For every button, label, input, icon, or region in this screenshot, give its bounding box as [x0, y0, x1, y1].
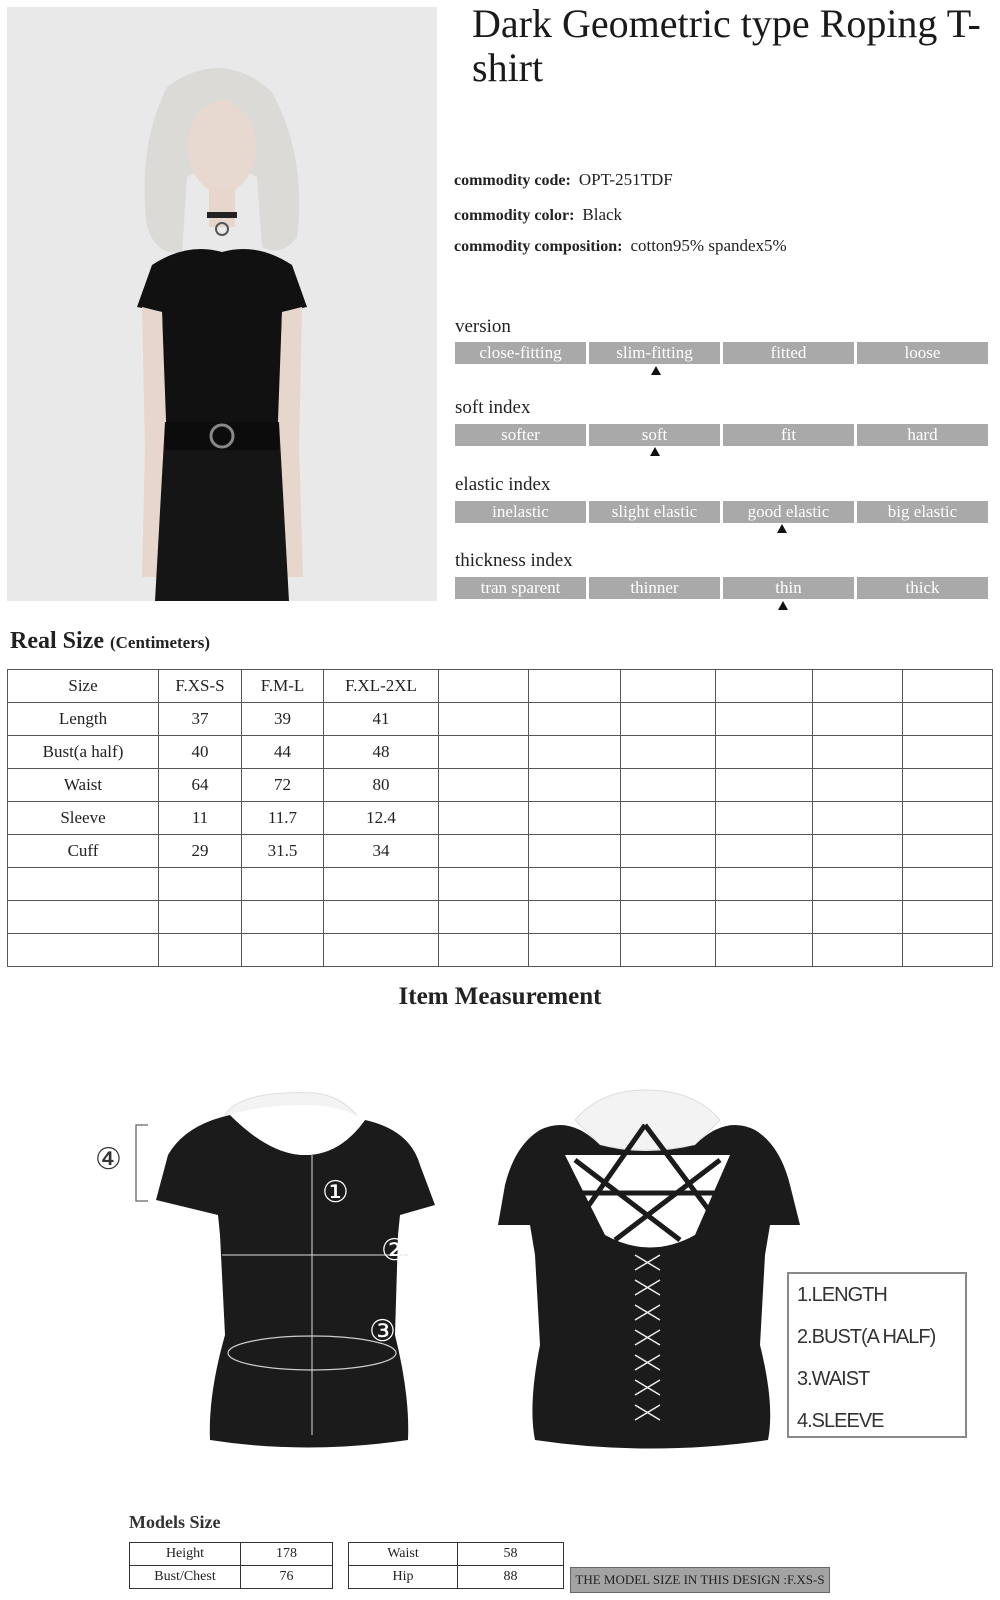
hip-value: 88	[458, 1566, 564, 1589]
table-cell: Cuff	[8, 835, 159, 868]
version-option: close-fitting	[455, 342, 586, 364]
thickness-index-option: tran sparent	[455, 577, 586, 599]
front-tshirt-diagram	[90, 1085, 440, 1455]
table-cell: 80	[324, 769, 439, 802]
commodity-code	[454, 170, 673, 190]
commodity-code-label: commodity code:	[454, 172, 571, 189]
table-cell	[621, 670, 716, 703]
legend-item: 1.LENGTH	[797, 1284, 887, 1306]
elastic-index-option: slight elastic	[589, 501, 720, 523]
bust-value: 76	[241, 1566, 333, 1589]
table-cell: F.M-L	[242, 670, 324, 703]
table-cell	[529, 670, 621, 703]
table-cell: 34	[324, 835, 439, 868]
back-tshirt-diagram	[480, 1085, 810, 1455]
bust-label: Bust/Chest	[130, 1566, 241, 1589]
product-title: Dark Geometric type Roping T-shirt	[472, 1, 981, 90]
models-size-title: Models Size	[129, 1512, 221, 1532]
table-row-empty	[8, 868, 993, 901]
table-cell: Size	[8, 670, 159, 703]
soft-index-option: soft	[589, 424, 720, 446]
table-cell: 64	[159, 769, 242, 802]
version-option: fitted	[723, 342, 854, 364]
table-cell	[439, 670, 529, 703]
table-cell	[903, 670, 993, 703]
marker-length-icon: ①	[322, 1176, 349, 1209]
table-cell: 11.7	[242, 802, 324, 835]
elastic-index-label: elastic index	[455, 474, 551, 495]
table-row	[8, 769, 993, 802]
commodity-composition-value: cotton95% spandex5%	[630, 236, 787, 255]
table-cell: 37	[159, 703, 242, 736]
thickness-index-scale	[455, 577, 988, 599]
table-cell: 12.4	[324, 802, 439, 835]
table-cell: 11	[159, 802, 242, 835]
height-value: 178	[241, 1543, 333, 1566]
table-cell: Waist	[8, 769, 159, 802]
version-option: loose	[857, 342, 988, 364]
table-cell	[813, 670, 903, 703]
marker-sleeve-icon: ④	[95, 1143, 122, 1176]
real-size-title	[10, 628, 210, 655]
thickness-index-label: thickness index	[455, 550, 573, 571]
commodity-color	[454, 205, 622, 225]
table-header-row	[8, 670, 993, 703]
legend-item: 4.SLEEVE	[797, 1410, 884, 1432]
hip-label: Hip	[349, 1566, 458, 1589]
table-cell: Bust(a half)	[8, 736, 159, 769]
table-cell: F.XL-2XL	[324, 670, 439, 703]
legend-item: 2.BUST(A HALF)	[797, 1326, 936, 1348]
elastic-index-scale	[455, 501, 988, 523]
commodity-code-value: OPT-251TDF	[578, 170, 673, 189]
soft-index-marker-icon	[650, 447, 660, 456]
table-row	[8, 835, 993, 868]
real-size-heading: Real Size	[10, 628, 104, 654]
measurement-legend	[787, 1272, 967, 1438]
elastic-index-option: good elastic	[723, 501, 854, 523]
soft-index-option: hard	[857, 424, 988, 446]
table-cell: Sleeve	[8, 802, 159, 835]
elastic-index-option: inelastic	[455, 501, 586, 523]
thickness-index-marker-icon	[778, 601, 788, 610]
commodity-color-label: commodity color:	[454, 207, 575, 224]
version-option: slim-fitting	[589, 342, 720, 364]
models-size-table-right	[348, 1542, 564, 1589]
table-row	[8, 703, 993, 736]
version-label: version	[455, 316, 511, 337]
table-cell: 39	[242, 703, 324, 736]
table-row	[8, 802, 993, 835]
commodity-composition	[454, 236, 787, 256]
table-cell: Length	[8, 703, 159, 736]
item-measurement-title: Item Measurement	[398, 983, 602, 1010]
thickness-index-option: thinner	[589, 577, 720, 599]
thickness-index-option: thin	[723, 577, 854, 599]
model-size-note: THE MODEL SIZE IN THIS DESIGN :F.XS-S	[570, 1567, 830, 1593]
commodity-color-value: Black	[582, 205, 623, 224]
table-cell: 40	[159, 736, 242, 769]
model-photo	[7, 7, 437, 601]
table-row-empty	[8, 901, 993, 934]
elastic-index-option: big elastic	[857, 501, 988, 523]
table-cell: 29	[159, 835, 242, 868]
table-cell	[716, 670, 813, 703]
table-cell: 31.5	[242, 835, 324, 868]
table-cell: F.XS-S	[159, 670, 242, 703]
waist-value: 58	[458, 1543, 564, 1566]
table-row-empty	[8, 934, 993, 967]
soft-index-option: fit	[723, 424, 854, 446]
table-cell: 41	[324, 703, 439, 736]
height-label: Height	[130, 1543, 241, 1566]
waist-label: Waist	[349, 1543, 458, 1566]
soft-index-option: softer	[455, 424, 586, 446]
commodity-composition-label: commodity composition:	[454, 238, 623, 255]
marker-waist-icon: ③	[369, 1315, 396, 1348]
version-marker-icon	[651, 366, 661, 375]
soft-index-scale	[455, 424, 988, 446]
elastic-index-marker-icon	[777, 524, 787, 533]
thickness-index-option: thick	[857, 577, 988, 599]
version-scale	[455, 342, 988, 364]
size-table	[7, 669, 993, 967]
models-size-table-left	[129, 1542, 333, 1589]
real-size-unit: (Centimeters)	[109, 633, 211, 652]
table-cell: 44	[242, 736, 324, 769]
table-cell: 48	[324, 736, 439, 769]
soft-index-label: soft index	[455, 397, 531, 418]
legend-item: 3.WAIST	[797, 1368, 870, 1390]
table-row	[8, 736, 993, 769]
table-cell: 72	[242, 769, 324, 802]
marker-bust-icon: ②	[381, 1234, 408, 1267]
